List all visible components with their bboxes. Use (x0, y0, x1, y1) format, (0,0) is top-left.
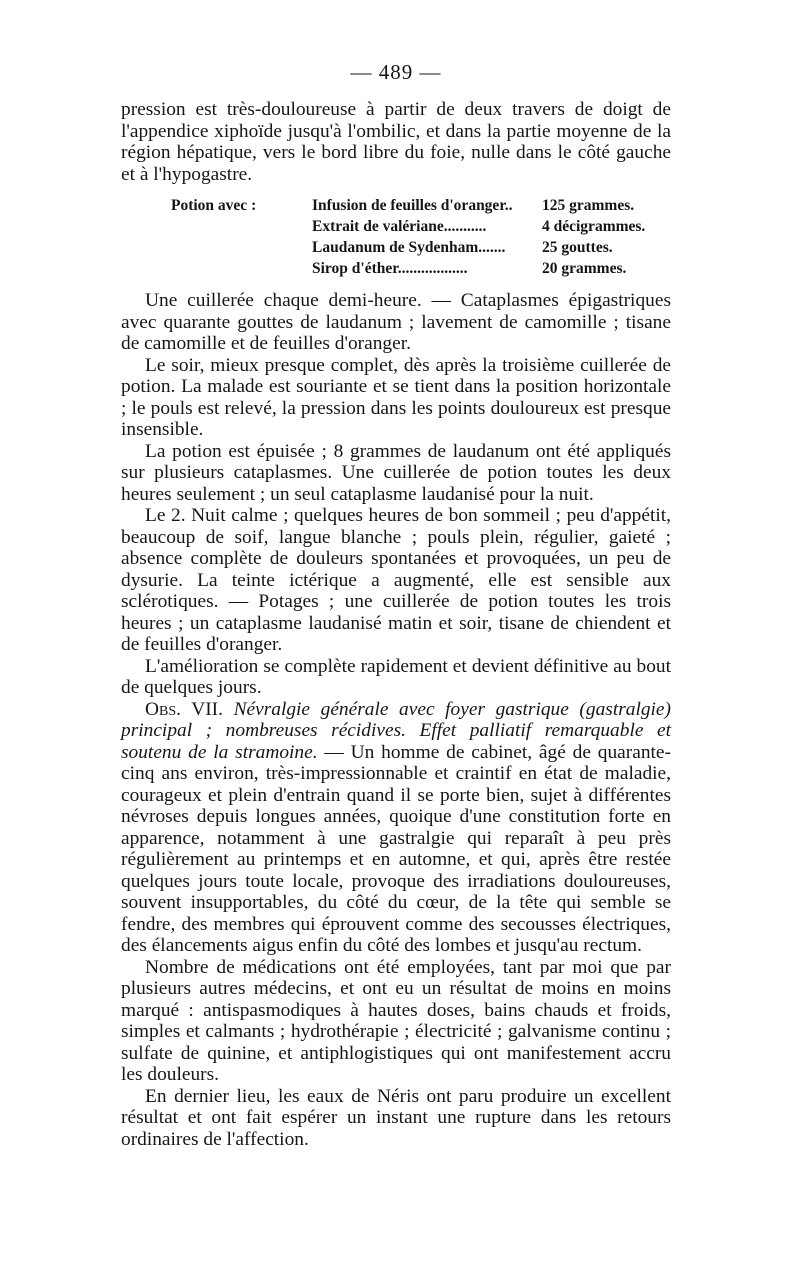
observation-label: Obs. VII. (145, 698, 223, 720)
body-paragraph: En dernier lieu, les eaux de Néris ont paru produire un excellent résultat et ont fait espérer un instant une rupture dans les retours ordinaires de l'affection. (121, 1085, 671, 1150)
prescription-row (121, 216, 671, 237)
prescription-item-qty: 25 gouttes. (542, 239, 613, 256)
observation-paragraph (121, 699, 671, 957)
prescription-item-name: Sirop d'éther.................. (312, 260, 468, 277)
prescription-item-name: Extrait de valériane........... (312, 218, 487, 235)
prescription-item-name: Infusion de feuilles d'oranger.. (312, 197, 513, 214)
prescription-item-name: Laudanum de Sydenham....... (312, 239, 506, 256)
prescription-row (121, 258, 671, 279)
body-paragraph: Le soir, mieux presque complet, dès après la troisième cuillerée de potion. La malade est souriante et se tient dans la position horizontale ; le pouls est relevé, la pression dans les points douloureux est presque insensible. (121, 354, 671, 440)
prescription-item-qty: 20 grammes. (542, 260, 627, 277)
body-paragraph: L'amélioration se complète rapidement et devient définitive au bout de quelques jours. (121, 655, 671, 698)
body-paragraph: Nombre de médications ont été employées, tant par moi que par plusieurs autres médecins, et ont eu un résultat de moins en moins marqué : antispasmodiques à hautes doses, bains chauds et froids, simples et calmants ; hydrothérapie ; électricité ; galvanisme continu ; sulfate de quinine, et antiphlogistiques qui ont manifestement accru les douleurs. (121, 956, 671, 1085)
book-page (121, 60, 671, 1150)
body-paragraph: La potion est épuisée ; 8 grammes de laudanum ont été appliqués sur plusieurs cataplasmes. Une cuillerée de potion toutes les deux heures seulement ; un seul cataplasme laudanisé pour la nuit. (121, 440, 671, 505)
prescription-item-qty: 125 grammes. (542, 197, 635, 214)
prescription-row (121, 237, 671, 258)
prescription-intro: Potion avec : (171, 197, 257, 214)
intro-paragraph: pression est très-douloureuse à partir de deux travers de doigt de l'appendice xiphoïde jusqu'à l'ombilic, et dans la partie moyenne de la région hépatique, vers le bord libre du foie, nulle dans le côté gauche et à l'hypogastre. (121, 99, 671, 185)
observation-title: Névralgie générale avec foyer gastrique (gastralgie) principal ; nombreuses récidives. Effet palliatif remarquable et soutenu de la stramoine. (121, 698, 671, 763)
body-paragraph: Une cuillerée chaque demi-heure. — Cataplasmes épigastriques avec quarante gouttes de laudanum ; lavement de camomille ; tisane de camomille et de feuilles d'oranger. (121, 290, 671, 354)
prescription-block (121, 195, 671, 279)
prescription-row (121, 195, 671, 216)
prescription-item-qty: 4 décigrammes. (542, 218, 646, 235)
page-number: — 489 — (350, 60, 442, 84)
observation-text: — Un homme de cabinet, âgé de quarante-cinq ans environ, très-impressionnable et craintif en état de maladie, courageux et plein d'entrain quand il se porte bien, sujet à différentes névroses depuis longues années, quoique d'une constitution forte en apparence, notamment à une gastralgie qui reparaît à peu près régulièrement au printemps et en automne, et qui, après être restée quelques jours toute locale, provoque des irradiations douloureuses, souvent insupportables, du côté du cœur, de la tête qui semble se fendre, des membres qui éprouvent comme des secousses électriques, des élancements aigus enfin du côté des lombes et jusqu'au rectum. (121, 741, 671, 956)
body-paragraph: Le 2. Nuit calme ; quelques heures de bon sommeil ; peu d'appétit, beaucoup de soif, langue blanche ; pouls plein, régulier, gaieté ; absence complète de douleurs spontanées et provoquées, un peu de dysurie. La teinte ictérique a augmenté, elle est sensible aux sclérotiques. — Potages ; une cuillerée de potion toutes les trois heures ; un cataplasme laudanisé matin et soir, tisane de chiendent et de feuilles d'oranger. (121, 505, 671, 655)
